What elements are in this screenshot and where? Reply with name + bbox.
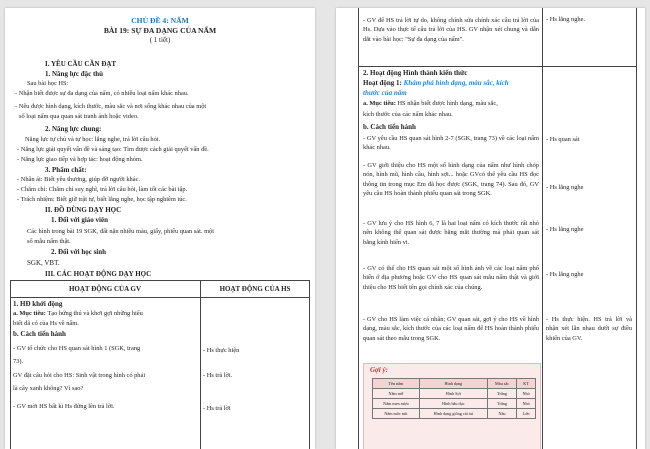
chapter-title: CHỦ ĐỀ 4: NẤM [131, 16, 189, 25]
observation-sheet-table [372, 378, 536, 419]
column-header-gv: HOẠT ĐỘNG CỦA GV [68, 285, 142, 293]
subsection-qualities: 3. Phẩm chất: [45, 166, 87, 174]
activity-2-procedure: b. Cách tiến hành [363, 123, 416, 131]
gv-step-1-line2: 73). [13, 358, 24, 365]
activity-2-subtitle-line1: Hoạt động 1: Khám phá hình dạng, màu sắc, kích [363, 79, 509, 87]
mini-header-shape: Hình dạng [419, 379, 487, 389]
hs-observe: - Hs quan sát [546, 136, 580, 143]
subsection-general-competence: 2. Năng lực chung: [45, 125, 102, 133]
gv-observe-figures: - GV yêu cầu HS quan sát hình 2-7 (SGK, trang 73) về các loại nấm khác nhau. [363, 135, 539, 152]
lesson-period: ( 1 tiết) [149, 36, 171, 44]
teacher-materials-line1: Các hình trong bài 19 SGK, đất nặn nhiều màu, giấy, phiếu quan sát. một [27, 228, 215, 235]
table-row: Nấm men rượu Hình bầu dục Trắng Nhỏ [373, 399, 536, 409]
subsection-specific-competence: 1. Năng lực đặc thù [45, 70, 104, 78]
section-materials: II. ĐỒ DÙNG DẠY HỌC [45, 206, 122, 214]
gv-microscope-note: - GV lưu ý cho HS hình 6, 7 là hai loại nấm có kích thước rất nhỏ nên không thể quan sát được bằng mắt thường mà phải quan sát bằng kính hiển vi. [363, 220, 539, 246]
mini-header-color: Màu sắc [487, 379, 516, 389]
column-header-hs: HOẠT ĐỘNG CỦA HS [219, 285, 291, 293]
gv-step-1-line1: - GV tổ chức cho HS quan sát hình 1 (SGK, trang [13, 345, 141, 352]
quality-3: - Trách nhiệm: Biết giữ trật tự, biết lắng nghe, học tập nghiêm túc. [17, 196, 187, 203]
hs-listen-4: - Hs lắng nghe [546, 271, 584, 278]
table-row: Nấm mỡ Hình Sợi Trắng Nhỏ [373, 389, 536, 399]
text-after-lesson: Sau bài học HS: [27, 80, 69, 87]
activity-1-procedure: b. Cách tiến hành [13, 330, 66, 338]
hs-step-3: - Hs trả lời [203, 405, 231, 412]
gv-step-2-line1: GV đặt câu hỏi cho HS: Sinh vật trong hình có phải [13, 372, 146, 379]
gv-local-mushrooms: - GV có thể cho HS quan sát một số hình ảnh về các loại nấm phổ biến ở địa phương hoặc GV cho HS quan sát mẫu nấm thật và giới thiệu cho HS biết tên gọi chính xác của chúng. [363, 265, 539, 291]
gv-step-3: - GV mời HS bất kì Hs đứng lên trả lời. [13, 403, 115, 410]
hint-label: Gợi ý: [370, 366, 388, 374]
activity-1-title: 1. HĐ khởi động [13, 300, 63, 308]
hs-step-1: - Hs thực hiện [203, 347, 240, 354]
left-page [5, 8, 315, 449]
gv-free-answer: - GV để HS trả lời tự do, không chính sửa chính xác câu trả lời của Hs. Dựa vào thực tế câu trả lời của HS. GV nhận xét chung và dẫn dắt vào bài học: "Sự đa dạng của nấm". [363, 17, 539, 43]
hs-step-2: - Hs trả lời. [203, 372, 233, 379]
section-activities: III. CÁC HOẠT ĐỘNG DẠY HỌC [45, 270, 152, 278]
table-row: Nấm mốc mít Hình dạng giống cái tai Nâu Lớn [373, 409, 536, 419]
hs-perform-answer: - Hs thực hiện. HS trả lời và nhận xét lẫn nhau dưới sự điều khiển của GV. [546, 316, 632, 342]
activity-2-goal-line1: a. Mục tiêu: HS nhận biết được hình dạng, màu sắc, [363, 100, 498, 107]
mini-header-name: Tên nấm [373, 379, 420, 389]
quality-2: - Chăm chỉ: Chăm chỉ suy nghĩ, trả lời câu hỏi, làm tốt các bài tập. [17, 186, 188, 193]
gv-introduce-shapes: - GV giới thiệu cho HS một số hình dạng của nấm như hình chóp nón, hình mũ, hình cầu, hình sợi... hoặc GVcó thể yêu cầu HS đọc thông tin trong mục Em đã học được (SGK, trang 74). Sau đó, GV yêu cầu HS hoàn thành phiếu quan sát trong SGK. [363, 162, 539, 197]
general-3: - Năng lực giao tiếp và hợp tác: hoạt động nhóm. [17, 156, 143, 163]
subsection-for-student: 2. Đối với học sinh [51, 248, 107, 256]
gv-individual-work: - GV cho HS làm việc cá nhân; GV quan sát, gợi ý cho HS về hình dạng, màu sắc, kích thước của các loại nấm để HS hoàn thành phiếu quan sát theo mẫu trong SGK. [363, 316, 539, 342]
teacher-materials-line2: số mẫu nấm thật. [27, 238, 71, 245]
hs-listen-2: - Hs lắng nghe [546, 184, 584, 191]
activity-1-goal-line2: biết đã có của Hs về nấm. [13, 320, 79, 327]
objective-2-line1: - Nêu được hình dạng, kích thước, màu sắc và nơi sống khác nhau của một [15, 103, 207, 110]
gv-step-2-line2: là cây xanh không? Vì sao? [13, 385, 84, 392]
right-page [336, 8, 645, 449]
student-materials: SGK, VBT. [27, 259, 60, 267]
hs-listen-1: - Hs lắng nghe. [546, 16, 586, 23]
mini-header-size: KT [517, 379, 536, 389]
hs-listen-3: - Hs lắng nghe [546, 226, 584, 233]
objective-1: - Nhận biết được sự đa dạng của nấm, có nhiều loại nấm khác nhau. [15, 90, 189, 97]
section-requirements: I. YÊU CẦU CẦN ĐẠT [45, 60, 117, 68]
activity-1-goal-line1: a. Mục tiêu: Tạo hứng thú và khơi gợi những hiểu [13, 310, 143, 317]
subsection-for-teacher: 1. Đối với giáo viên [51, 216, 108, 224]
activity-2-goal-line2: kích thước của các nấm khác nhau. [363, 111, 453, 118]
quality-1: - Nhân ái: Biết yêu thương, giúp đỡ người khác. [17, 176, 141, 183]
general-2: - Năng lực giải quyết vấn đề và sáng tạo: Tìm được cách giải quyết vấn đề. [17, 146, 209, 153]
activity-2-title: 2. Hoạt động Hình thành kiến thức [363, 69, 468, 77]
lesson-title: BÀI 19: SỰ ĐA DẠNG CỦA NẤM [103, 26, 217, 35]
activity-2-subtitle-line2: thước của nấm [363, 89, 407, 97]
objective-2-line2: số loại nấm qua quan sát tranh ảnh hoặc video. [19, 113, 139, 120]
general-1: Năng lực tự chủ và tự học: lắng nghe, trả lời câu hỏi. [25, 136, 161, 143]
